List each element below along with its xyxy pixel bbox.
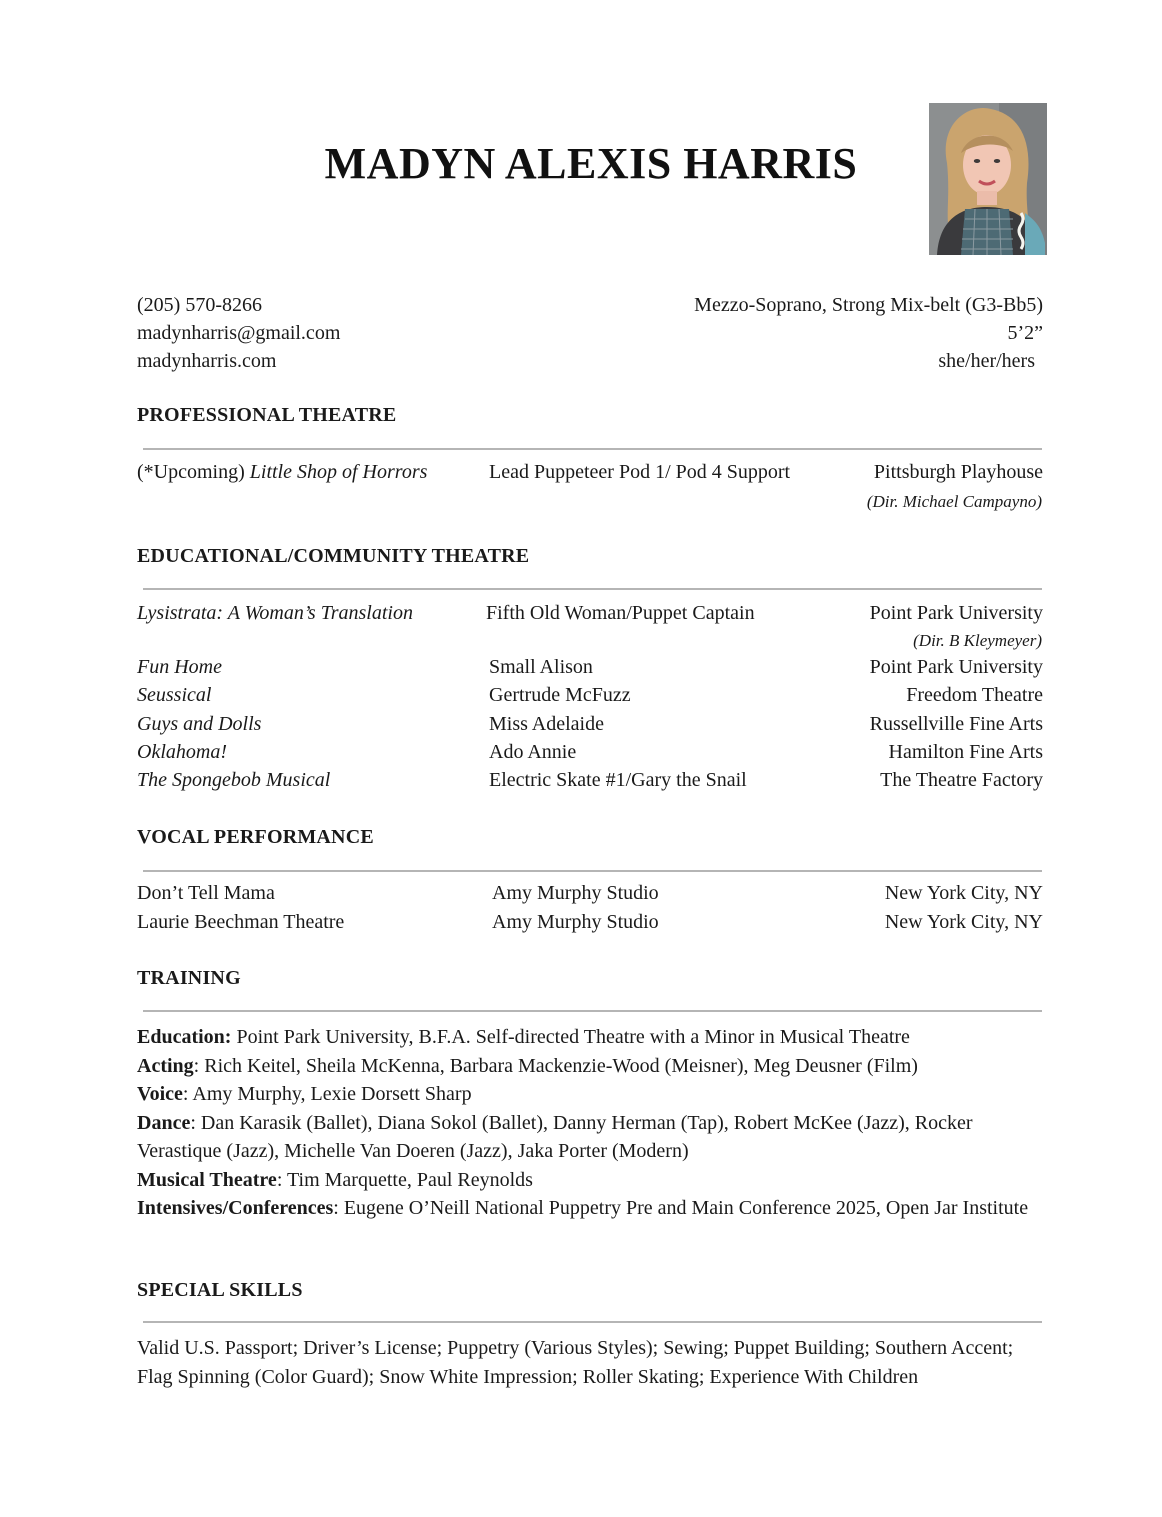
credit-venue: The Theatre Factory [880,769,1043,791]
section-divider [143,870,1042,872]
vocal-venue: Laurie Beechman Theatre [137,911,345,933]
credit-venue: Russellville Fine Arts [869,713,1043,735]
phone-number: (205) 570-8266 [137,294,262,316]
training-list [137,1023,1037,1223]
credit-show: Seussical [137,684,212,706]
credit-role: Ado Annie [489,741,577,763]
section-title-professional: PROFESSIONAL THEATRE [137,404,397,426]
section-title-training: TRAINING [137,967,241,989]
credit-row [137,769,1043,797]
vocal-studio: Amy Murphy Studio [492,882,659,904]
credit-row [137,656,1043,684]
credit-show: Guys and Dolls [137,713,262,735]
vocal-row [137,911,1043,939]
credit-venue: Freedom Theatre [906,684,1043,706]
section-title-skills: SPECIAL SKILLS [137,1279,303,1301]
credit-show: The Spongebob Musical [137,769,331,791]
credit-venue: Hamilton Fine Arts [888,741,1043,763]
credit-venue: Point Park University [869,656,1043,678]
credit-show: Lysistrata: A Woman’s Translation [137,602,413,624]
credit-show: (*Upcoming) Little Shop of Horrors [137,461,428,483]
credit-venue: Point Park University [869,602,1043,624]
training-item: Musical Theatre: Tim Marquette, Paul Reynolds [137,1168,533,1191]
credit-role: Fifth Old Woman/Puppet Captain [486,602,755,624]
training-item: Dance: Dan Karasik (Ballet), Diana Sokol (Ballet), Danny Herman (Tap), Robert McKee (Jazz), Rocker Verastique (Jazz), Michelle Van Doeren (Jazz), Jaka Porter (Modern) [137,1111,973,1162]
vocal-row [137,882,1043,910]
voice-type: Mezzo-Soprano, Strong Mix-belt (G3-Bb5) [694,294,1043,316]
credit-show: Fun Home [137,656,222,678]
credit-row [137,684,1043,712]
section-title-educational: EDUCATIONAL/COMMUNITY THEATRE [137,545,530,567]
website-url: madynharris.com [137,350,277,372]
credit-show: Oklahoma! [137,741,227,763]
skills-text: Valid U.S. Passport; Driver’s License; Puppetry (Various Styles); Sewing; Puppet Building; Southern Accent; Flag Spinning (Color Guard); Snow White Impression; Roller Skating; Experience With Children [137,1337,1014,1388]
training-item: Voice: Amy Murphy, Lexie Dorsett Sharp [137,1083,472,1105]
section-title-vocal: VOCAL PERFORMANCE [137,826,374,848]
vocal-city: New York City, NY [884,911,1043,933]
headshot-photo [929,103,1047,255]
credit-row [137,741,1043,769]
credit-row [137,602,1043,630]
section-divider [143,448,1042,450]
vocal-venue: Don’t Tell Mama [137,882,275,904]
training-item: Intensives/Conferences: Eugene O’Neill National Puppetry Pre and Main Conference 2025, Open Jar Institute [137,1197,1029,1219]
credit-role: Miss Adelaide [489,713,604,735]
resume-name: MADYN ALEXIS HARRIS [324,139,858,188]
section-divider [143,1010,1042,1012]
section-divider [143,588,1042,590]
email-address: madynharris@gmail.com [137,322,341,344]
pronouns: she/her/hers [938,350,1035,372]
vocal-studio: Amy Murphy Studio [492,911,659,933]
height: 5’2” [1007,322,1043,344]
credit-venue: Pittsburgh Playhouse [873,461,1043,483]
vocal-city: New York City, NY [884,882,1043,904]
credit-director: (Dir. Michael Campayno) [866,492,1042,511]
credit-role: Lead Puppeteer Pod 1/ Pod 4 Support [489,461,791,483]
credit-director: (Dir. B Kleymeyer) [913,631,1042,650]
credit-role: Small Alison [489,656,593,678]
training-item: Education: Point Park University, B.F.A. Self-directed Theatre with a Minor in Musical Theatre [137,1026,910,1048]
credit-row [137,461,1043,489]
section-divider [143,1321,1042,1323]
performer-attributes [694,291,1043,375]
contact-info [137,291,340,375]
credit-role: Electric Skate #1/Gary the Snail [489,769,747,791]
credit-role: Gertrude McFuzz [489,684,631,706]
credit-row [137,713,1043,741]
training-item: Acting: Rich Keitel, Sheila McKenna, Barbara Mackenzie-Wood (Meisner), Meg Deusner (Film) [137,1054,918,1077]
